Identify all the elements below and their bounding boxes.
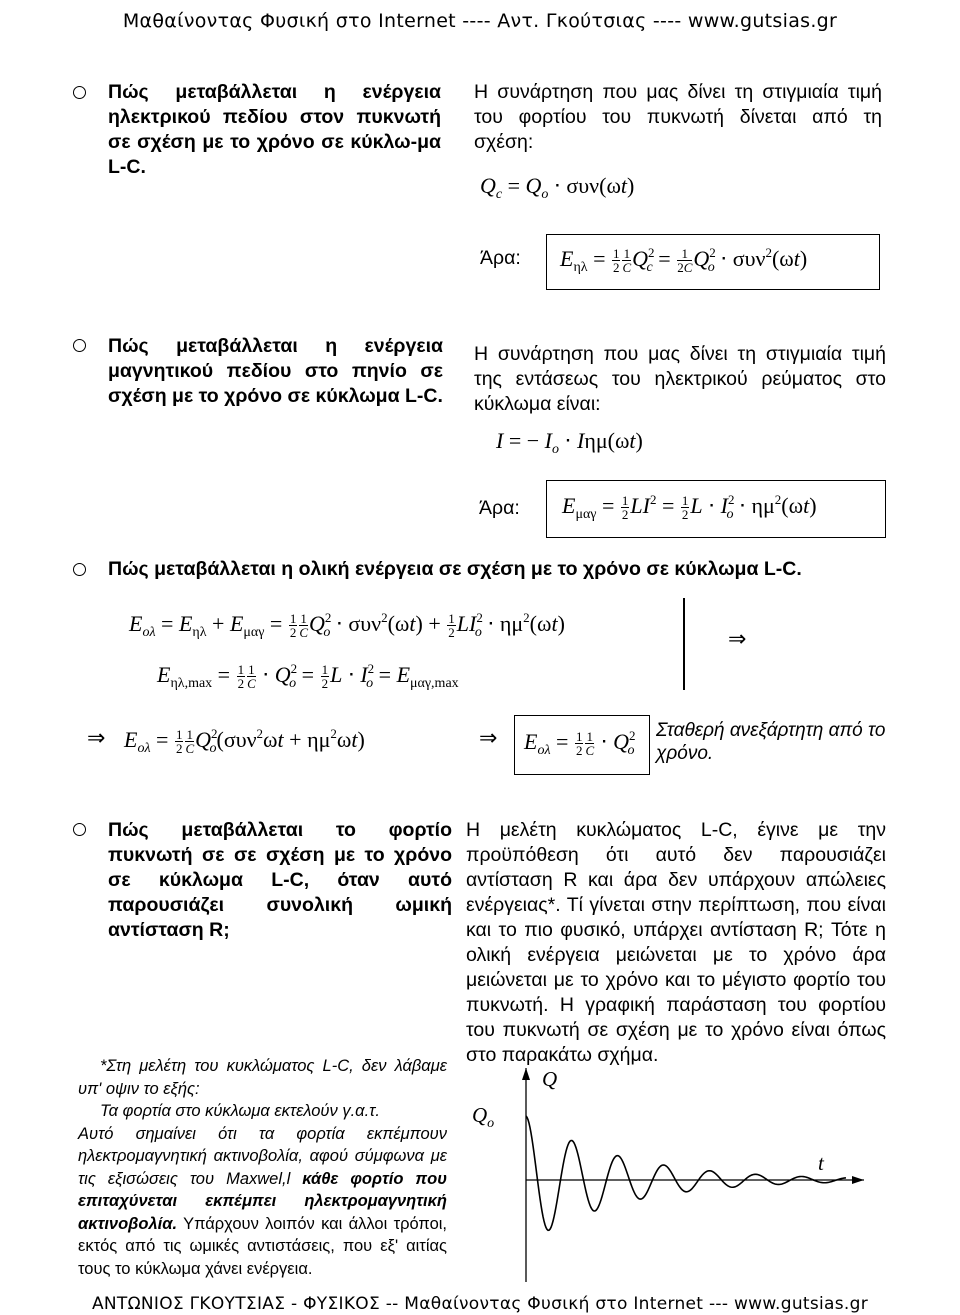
question-total-energy: Πώς μεταβάλλεται η ολική ενέργεια σε σχέση με το χρόνο σε κύκλωμα L-C. [108, 558, 802, 580]
damped-circuit-text: Η μελέτη κυκλώματος L-C, έγινε με την προϋπόθεση ότι αυτό δεν παρουσιάζει αντίσταση R και άρα δεν υπάρχουν απώλειες ενέργειας*. Τί γίνεται στην περίπτωση, που είναι και το πιο φυσικό, υπάρχει αντίσταση R; Τότε η ολική ενέργεια μειώνεται με το χρόνο άρα μειώνεται με το χρόνο και το μέγιστο φορτίο του πυκνωτή. Η γραφική παράσταση του φορτίου του πυκνωτή σε σχέση με το χρόνο είναι όπως στο παρακάτω σχήμα. [466, 819, 886, 1066]
bullet-icon [73, 86, 86, 99]
implies-arrow-icon: ⇒ [479, 726, 498, 751]
y-axis-arrow-icon [522, 1068, 530, 1080]
max-energy-equation: $E_{\eta\lambda,max}$ = $\frac{1}{2}$ $\frac{1}{C}$ ⋅ $Q^2_o$ = $\frac{1}{2}$ $L \cdot I^2_o = E_{\mu\alpha\gamma,max}$ [157, 661, 459, 692]
footnote-p3 [78, 1123, 447, 1281]
footnote [78, 1055, 447, 1280]
electric-energy-equation: $E_{\eta\lambda}$ = $\frac{1}{2}$ $\frac{1}{C}$ $Q^2_c$ = $\frac{1}{2C}$ $Q^2_o \cdot \sigma\upsilon\nu^2(\omega t)$ [560, 245, 808, 276]
footnote-p3-bold: κάθε φορτίο που επιταχύνεται εκπέμπει ηλεκτρομαγνητική ακτινοβολία. [78, 1169, 447, 1233]
footnote-p3-end: Υπάρχουν λοιπόν και άλλοι τρόποι, εκτός από τις ωμικές αντιστάσεις, που εξ' αιτίας τους το κύκλωμα χάνει ενέργεια. [78, 1214, 447, 1278]
q0-label: $Q_o$ [472, 1103, 495, 1131]
damped-charge-graph [466, 1058, 886, 1290]
footnote-p1: *Στη μελέτη του κυκλώματος L-C, δεν λάβαμε υπ' οψιν το εξής: [78, 1057, 447, 1098]
page-footer: ΑΝΤΩΝΙΟΣ ΓΚΟΥΤΣΙΑΣ - ΦΥΣΙΚΟΣ -- Μαθαίνοντας Φυσική στο Internet --- www.gutsias.gr [91, 1294, 869, 1314]
x-axis-label: t [818, 1151, 824, 1175]
charge-equation: $Q_c = Q_o \cdot \sigma\upsilon\nu(\omega t)$ [480, 173, 635, 202]
question-damped-charge: Πώς μεταβάλλεται το φορτίο πυκνωτή σε σε σχέση με το χρόνο σε κύκλωμα L-C, όταν αυτό παρουσιάζει συνολική ωμική αντίσταση R; [108, 819, 452, 941]
current-function-text: Η συνάρτηση που μας δίνει τη στιγμιαία τιμή της εντάσεως του ηλεκτρικού ρεύματος στο κύκλωμα είναι: [474, 343, 886, 415]
total-energy-constant-equation: $E_{o\lambda}$ = $\frac{1}{2}$ $\frac{1}{C}$ ⋅ $Q^2_o$ [524, 728, 636, 759]
damped-charge-svg [466, 1058, 886, 1290]
bullet-icon [73, 823, 86, 836]
page-header: Μαθαίνοντας Φυσική στο Internet ---- Αντ. Γκούτσιας ---- www.gutsias.gr [122, 10, 838, 32]
ara-label: Άρα: [480, 247, 521, 269]
question-magnetic-energy: Πώς μεταβάλλεται η ενέργεια μαγνητικού πεδίου στο πηνίο σε σχέση με το χρόνο σε κύκλωμα L-C. [108, 335, 443, 407]
implies-arrow-icon: ⇒ [728, 627, 747, 652]
footnote-p3-start: Αυτό σημαίνει ότι τα φορτία εκπέμπουν ηλεκτρομαγνητική ακτινοβολία, αφού σύμφωνα με τις εξισώσεις του Maxwel,l [78, 1124, 447, 1188]
charge-function-text: Η συνάρτηση που μας δίνει τη στιγμιαία τιμή του φορτίου του πυκνωτή δίνεται από τη σχέση: [474, 81, 882, 153]
question-electric-energy: Πώς μεταβάλλεται η ενέργεια ηλεκτρικού πεδίου στον πυκνωτή σε σχέση με το χρόνο σε κύκλω-μα L-C. [108, 81, 441, 178]
divider-line [683, 598, 685, 690]
bullet-icon [73, 339, 86, 352]
footnote-p2: Τα φορτία στο κύκλωμα εκτελούν γ.α.τ. [100, 1102, 380, 1120]
y-axis-label: Q [542, 1067, 558, 1091]
implies-arrow-icon: ⇒ [87, 726, 106, 751]
total-energy-equation: $E_{o\lambda} = E_{\eta\lambda} + E_{\mu\alpha\gamma}$ = $\frac{1}{2}$ $\frac{1}{C}$ $Q^2_o \cdot \sigma\upsilon\nu^2(\omega t)$ + $\frac{1}{2}$ $LI^2_o \cdot \eta\mu^2(\omega t)$ [129, 610, 565, 641]
current-equation: I = − $I_o \cdot I\eta\mu(\omega t)$ [496, 428, 643, 457]
magnetic-energy-equation: $E_{\mu\alpha\gamma}$ = $\frac{1}{2}$ $LI^2$ = $\frac{1}{2}$ $L \cdot I^2_o \cdot \eta\mu^2(\omega t)$ [562, 492, 817, 523]
damped-curve [526, 1116, 846, 1230]
x-axis-arrow-icon [852, 1176, 864, 1184]
total-energy-sum-equation: $E_{o\lambda}$ = $\frac{1}{2}$ $\frac{1}{C}$ $Q^2_o(\sigma\upsilon\nu^2\omega t + \eta\mu^2\omega t)$ [124, 726, 365, 757]
ara-label: Άρα: [479, 497, 520, 519]
bullet-icon [73, 563, 86, 576]
constant-note: Σταθερή ανεξάρτητη από το χρόνο. [656, 720, 886, 764]
